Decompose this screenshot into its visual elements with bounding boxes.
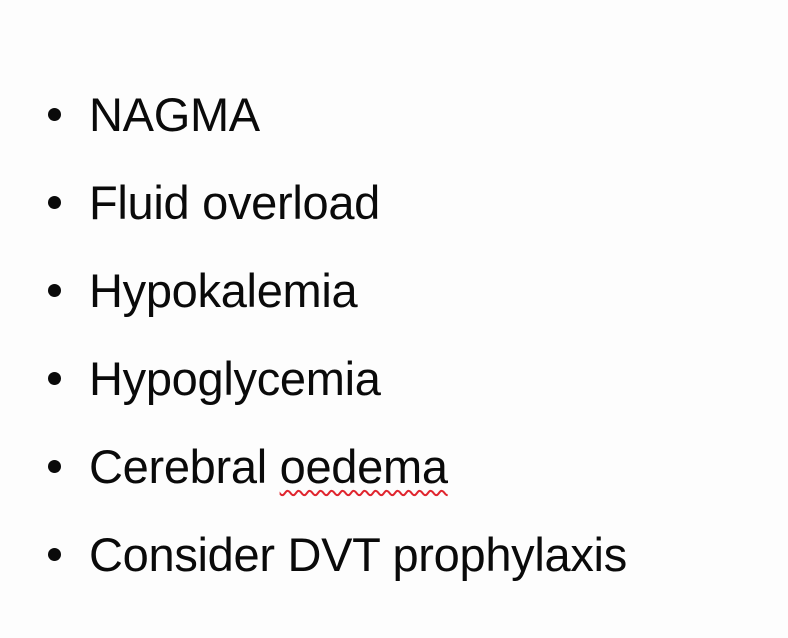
bullet-item-nagma xyxy=(48,70,627,158)
spellcheck-flagged-word: oedema xyxy=(279,439,448,493)
bullet-text: Hypokalemia xyxy=(89,263,358,317)
bullet-text: Hypoglycemia xyxy=(89,351,381,405)
bullet-item-dvt-prophylaxis xyxy=(48,510,627,598)
bullet-dot-icon xyxy=(48,460,61,473)
bullet-dot-icon xyxy=(48,548,61,561)
bullet-dot-icon xyxy=(48,196,61,209)
bullet-text: Consider DVT prophylaxis xyxy=(89,527,627,581)
bullet-text: NAGMA xyxy=(89,87,260,141)
bullet-list xyxy=(48,70,627,598)
bullet-text xyxy=(89,439,448,494)
bullet-dot-icon xyxy=(48,108,61,121)
bullet-item-hypokalemia xyxy=(48,246,627,334)
bullet-item-hypoglycemia xyxy=(48,334,627,422)
bullet-text-prefix: Cerebral xyxy=(89,439,280,493)
bullet-text: Fluid overload xyxy=(89,175,381,229)
bullet-item-fluid-overload xyxy=(48,158,627,246)
bullet-dot-icon xyxy=(48,284,61,297)
bullet-dot-icon xyxy=(48,372,61,385)
bullet-item-cerebral-oedema xyxy=(48,422,627,510)
